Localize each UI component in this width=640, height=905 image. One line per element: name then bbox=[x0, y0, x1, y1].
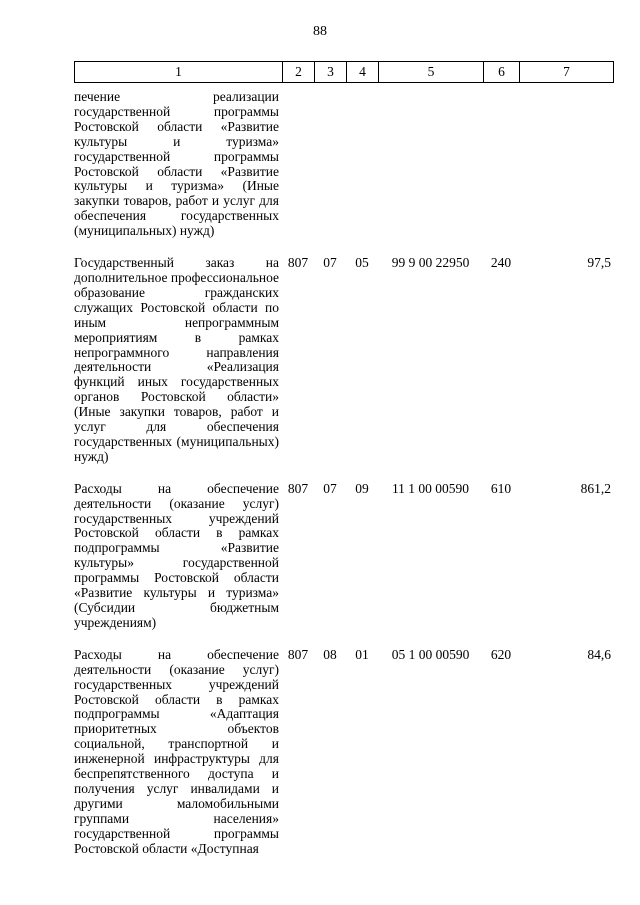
row-description: Расходы на обеспечение деятельности (оказание услуг) государственных учреждений Ростовской области в рамках подпрограммы «Адаптация приоритетных объектов социальной, транспортной и инженерной инфраструктуры для беспрепятственного доступа и получения услуг инвалидами и другими маломобильными группами населения» государственной программы Ростовской области «Доступная bbox=[74, 646, 279, 856]
row-target-article: 11 1 00 00590 bbox=[391, 480, 470, 496]
row-description: печение реализации государственной программы Ростовской области «Развитие культуры и туризма» государственной программы Ростовской области «Развитие культуры и туризма» (Иные закупки товаров, работ и услуг для обеспечения государственных (муниципальных) нужд) bbox=[74, 89, 279, 239]
row-section: 08 bbox=[323, 646, 337, 662]
budget-table bbox=[74, 90, 613, 857]
row-subsection bbox=[346, 90, 378, 239]
row-section bbox=[314, 90, 346, 239]
row-subsection: 09 bbox=[355, 480, 369, 496]
table-row bbox=[74, 256, 613, 465]
row-ministry bbox=[282, 90, 314, 239]
header-row bbox=[75, 62, 614, 83]
row-expense-type bbox=[483, 90, 519, 239]
row-amount: 861,2 bbox=[580, 480, 611, 496]
row-expense-type: 620 bbox=[490, 646, 512, 662]
row-description: Расходы на обеспечение деятельности (оказание услуг) государственных учреждений Ростовской области в рамках подпрограммы «Развитие культуры» государственной программы Ростовской области «Развитие культуры и туризма» (Субсидии бюджетным учреждениям) bbox=[74, 480, 279, 630]
row-ministry: 807 bbox=[287, 480, 309, 496]
row-amount: 84,6 bbox=[587, 646, 611, 662]
row-spacer bbox=[74, 465, 613, 482]
header-col-4: 4 bbox=[347, 62, 379, 83]
row-expense-type: 240 bbox=[490, 255, 512, 271]
row-ministry: 807 bbox=[287, 646, 309, 662]
page-number: 88 bbox=[313, 24, 327, 39]
row-spacer bbox=[74, 239, 613, 256]
row-ministry: 807 bbox=[287, 255, 309, 271]
row-spacer bbox=[74, 631, 613, 648]
row-target-article bbox=[378, 90, 483, 239]
row-amount bbox=[519, 90, 613, 239]
header-col-3: 3 bbox=[315, 62, 347, 83]
row-description: Государственный заказ на дополнительное профессиональное образование гражданских служащих Ростовской области по иным непрограммным мероприятиям в рамках непрограммного направления деятельности «Реализация функций иных государственных органов Ростовской области» (Иные закупки товаров, работ и услуг для обеспечения государственных (муниципальных) нужд) bbox=[74, 255, 280, 464]
row-section: 07 bbox=[323, 255, 337, 271]
row-subsection: 05 bbox=[355, 255, 369, 271]
table-row bbox=[74, 648, 613, 857]
header-col-2: 2 bbox=[283, 62, 315, 83]
header-col-1: 1 bbox=[75, 62, 283, 83]
row-target-article: 99 9 00 22950 bbox=[391, 255, 470, 271]
row-amount: 97,5 bbox=[587, 255, 611, 271]
header-col-5: 5 bbox=[379, 62, 484, 83]
row-subsection: 01 bbox=[355, 646, 369, 662]
row-section: 07 bbox=[323, 480, 337, 496]
table-row bbox=[74, 90, 613, 239]
row-target-article: 05 1 00 00590 bbox=[391, 646, 470, 662]
table-row bbox=[74, 482, 613, 631]
column-number-header bbox=[74, 61, 614, 83]
header-col-7: 7 bbox=[520, 62, 614, 83]
header-col-6: 6 bbox=[484, 62, 520, 83]
row-expense-type: 610 bbox=[490, 480, 512, 496]
